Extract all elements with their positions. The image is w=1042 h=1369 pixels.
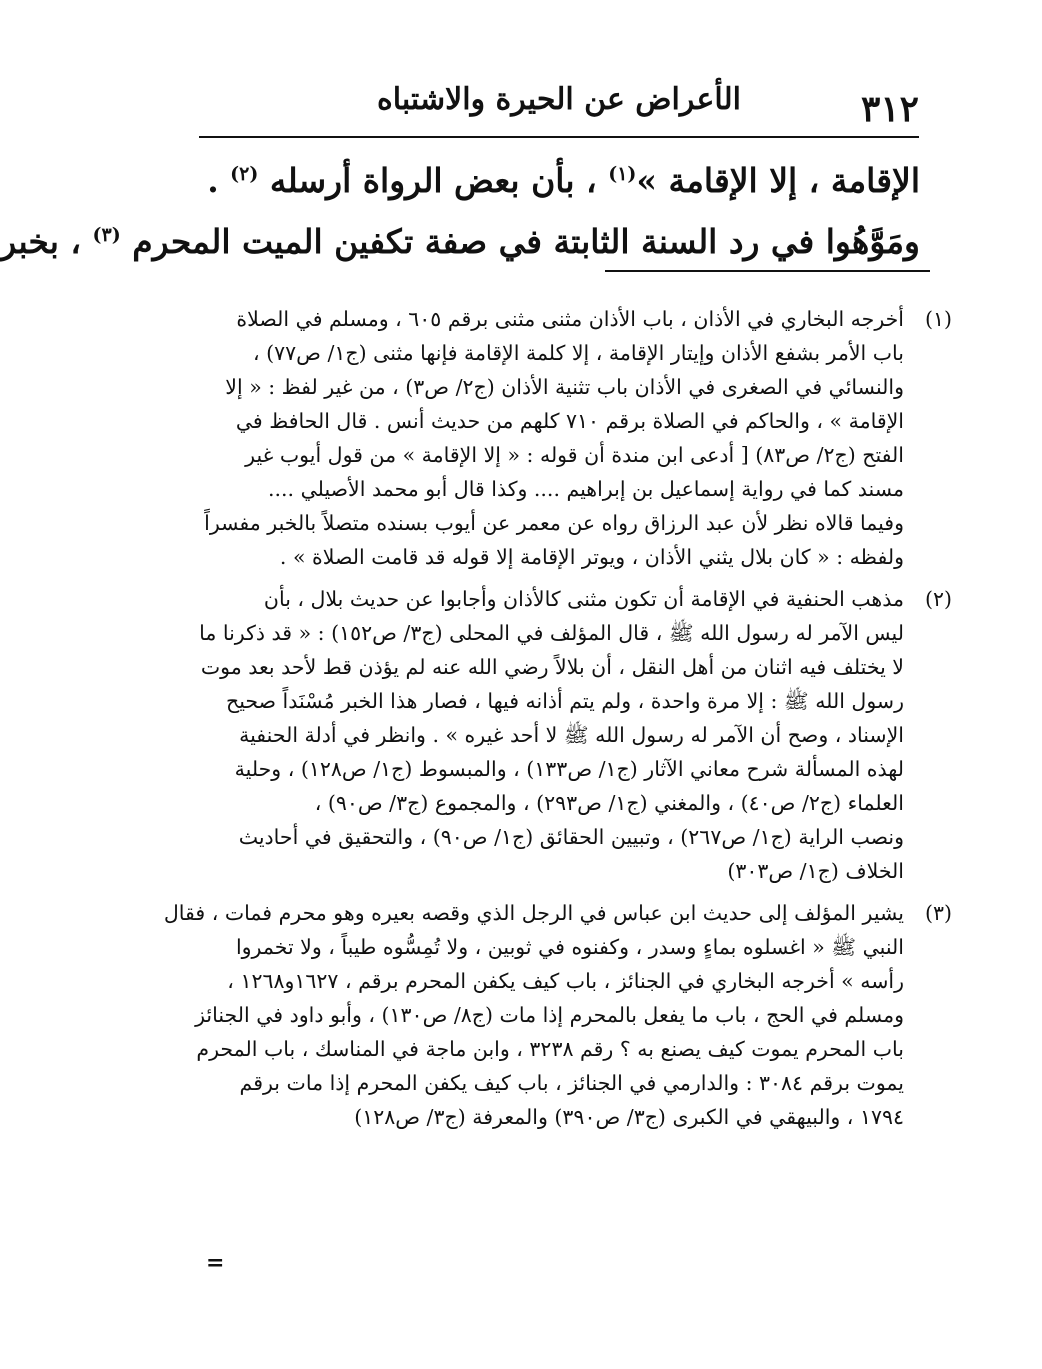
footnote-line: العلماء (ج٢/ ص٤٠) ، والمغني (ج١/ ص٢٩٣) ، والمجموع (ج٣/ ص٩٠) ،: [314, 791, 904, 815]
footnote-line: لا يختلف فيه اثنان من أهل النقل ، أن بلالاً رضي الله عنه لم يؤذن قط لأحد بعد موت: [200, 655, 904, 679]
footnote-separator: [605, 270, 930, 272]
text-run: ومَوَّهُوا في رد السنة الثابتة في صفة تكفين الميت المحرم: [120, 222, 920, 261]
footnote: [163, 896, 952, 1134]
footnotes: [163, 302, 952, 1142]
text-run: ، بأن بعض الرواة أرسله: [258, 161, 609, 200]
footnote-line: باب المحرم يموت كيف يصنع به ؟ رقم ٣٢٣٨ ، وابن ماجة في المناسك ، باب المحرم: [196, 1037, 904, 1061]
footnote-reference: (٣): [92, 224, 121, 246]
footnote-number: (١): [924, 307, 952, 331]
footnote-line: باب الأمر بشفع الأذان وإيتار الإقامة ، إلا كلمة الإقامة فإنها مثنى (ج١/ ص٧٧) ،: [252, 341, 904, 365]
footnote-line: مسند كما في رواية إسماعيل بن إبراهيم .... وكذا قال أبو محمد الأصيلي ....: [268, 477, 904, 501]
footnote-line: أخرجه البخاري في الأذان ، باب الأذان مثنى مثنى برقم ٦٠٥ ، ومسلم في الصلاة: [236, 307, 904, 331]
page-number: ٣١٢: [860, 88, 919, 130]
footnote-number: (٣): [924, 901, 952, 925]
footnote-line: يشير المؤلف إلى حديث ابن عباس في الرجل الذي وقصه بعيره وهو محرم فمات ، فقال: [163, 901, 904, 925]
footnote-line: والنسائي في الصغرى في الأذان باب تثنية الأذان (ج٢/ ص٣) ، من غير لفظ : « إلا: [225, 375, 904, 399]
footnote-line: ومسلم في الحج ، باب ما يفعل بالمحرم إذا مات (ج٨/ ص١٣٠) ، وأبو داود في الجنائز: [195, 1003, 904, 1027]
footnote-line: ولفظه : « كان بلال يثني الأذان ، ويوتر الإقامة إلا قوله قد قامت الصلاة » .: [279, 545, 904, 569]
footnote-reference: (٢): [230, 163, 259, 185]
footnote-line: ونصب الراية (ج١/ ص٢٦٧) ، وتبيين الحقائق (ج١/ ص٩٠) ، والتحقيق في أحاديث: [238, 825, 904, 849]
running-header: [199, 70, 919, 132]
footnote-line: الإقامة » ، والحاكم في الصلاة برقم ٧١٠ كلهم من حديث أنس . قال الحافظ في: [235, 409, 904, 433]
footnote-line: النبي ﷺ « اغسلوه بماءٍ وسدر ، وكفنوه في ثوبين ، ولا تُمِسُّوه طيباً ، ولا تخمروا: [235, 935, 904, 959]
footnote-line: الفتح (ج٢/ ص٨٣) [ أدعى ابن مندة أن قوله : « إلا الإقامة » من قول أيوب غير: [245, 443, 904, 467]
running-title: الأعراض عن الحيرة والاشتباه: [377, 82, 741, 117]
footnote: [192, 582, 952, 888]
text-run: .: [207, 161, 231, 200]
main-text-line: [190, 150, 920, 211]
main-text-line: [0, 211, 920, 272]
footnote-reference: (١): [608, 163, 637, 185]
footnote-number: (٢): [924, 587, 952, 611]
footnote-line: رأسه » أخرجه البخاري في الجنائز ، باب كيف يكفن المحرم برقم ، ١٦٢٧و١٢٦٨ ،: [227, 969, 904, 993]
footnote-line: وفيما قالاه نظر لأن عبد الرزاق رواه عن معمر عن أيوب بسنده متصلاً بالخبر مفسراً: [204, 511, 904, 535]
footnote-line: الخلاف (ج١/ ص٣٠٣): [727, 859, 904, 883]
footnote-line: مذهب الحنفية في الإقامة أن تكون مثنى كالأذان وأجابوا عن حديث بلال ، بأن: [263, 587, 904, 611]
text-run: الإقامة ، إلا الإقامة »: [636, 161, 920, 200]
footnote-line: ليس الآمر له رسول الله ﷺ ، قال المؤلف في المحلى (ج٣/ ص١٥٢) : « قد ذكرنا ما: [199, 621, 904, 645]
footnote-line: لهذه المسألة شرح معاني الآثار (ج١/ ص١٣٣) ، والمبسوط (ج١/ ص١٢٨) ، وحلية: [234, 757, 904, 781]
footnote-line: الإسناد ، وصح أن الآمر له رسول الله ﷺ لا أحد غيره » . وانظر في أدلة الحنفية: [239, 723, 904, 747]
continuation-mark: =: [206, 1250, 225, 1276]
footnote-line: رسول الله ﷺ : إلا مرة واحدة ، ولم يتم أذانه فيها ، فصار هذا الخبر مُسْنَداً صحيح: [225, 689, 904, 713]
footnote: [192, 302, 952, 574]
main-text: [0, 150, 920, 272]
footnote-line: يموت برقم ٣٠٨٤ : والدارمي في الجنائز ، باب كيف يكفن المحرم إذا مات برقم: [239, 1071, 904, 1095]
footnote-line: ١٧٩٤ ، والبيهقي في الكبرى (ج٣/ ص٣٩٠) والمعرفة (ج٣/ ص١٢٨): [354, 1105, 904, 1129]
text-run: ، بخبر: [0, 222, 93, 261]
header-rule: [199, 136, 919, 138]
